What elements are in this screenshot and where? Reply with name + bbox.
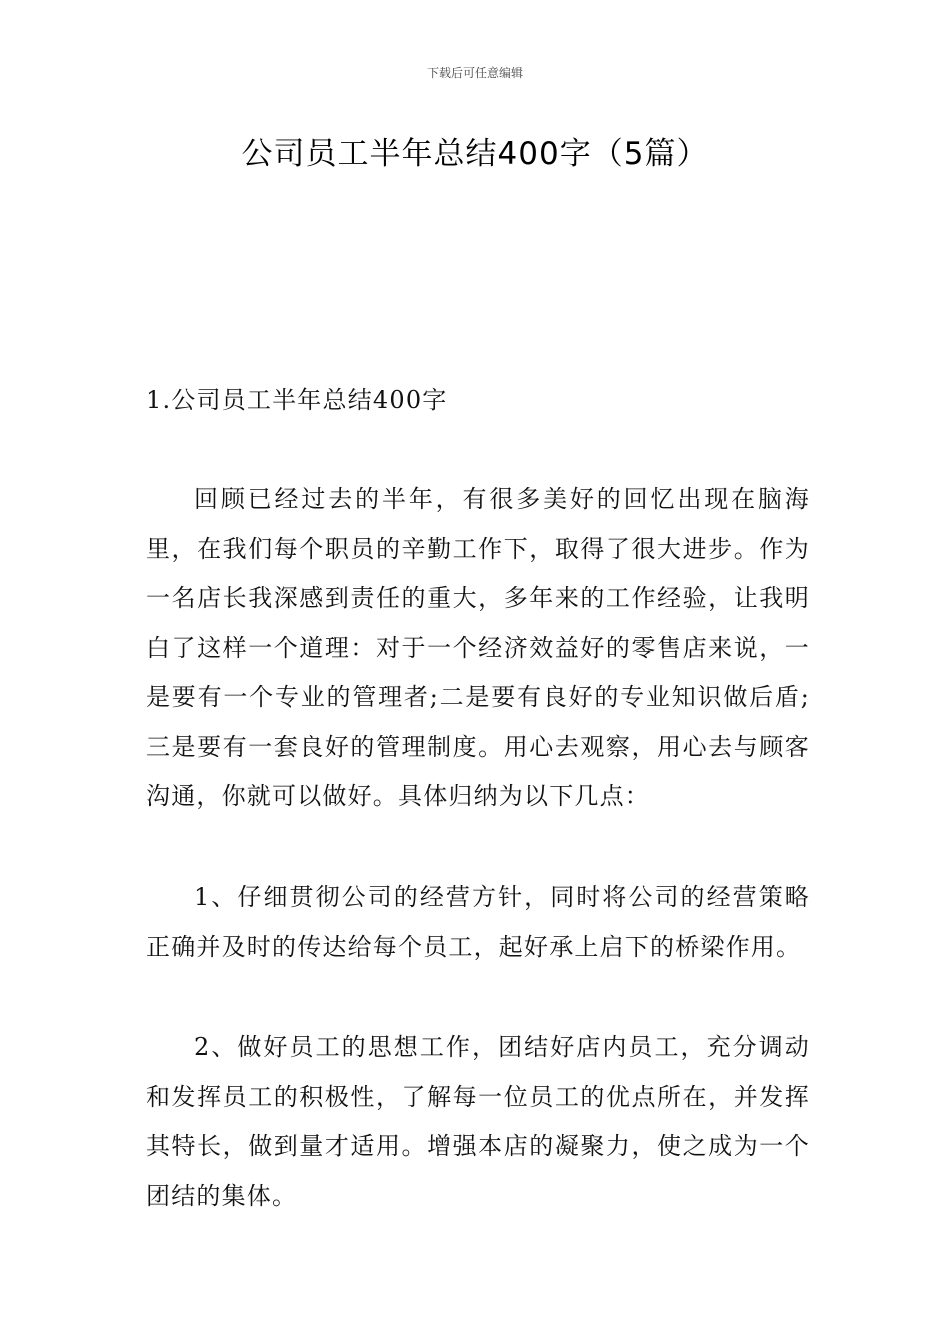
paragraph-intro: 回顾已经过去的半年，有很多美好的回忆出现在脑海里，在我们每个职员的辛勤工作下，取得了很大进步。作为一名店长我深感到责任的重大，多年来的工作经验，让我明白了这样一个道理：对于一个经济效益好的零售店来说，一是要有一个专业的管理者;二是要有良好的专业知识做后盾;三是要有一套良好的管理制度。用心去观察，用心去与顾客沟通，你就可以做好。具体归纳为以下几点： — [146, 485, 810, 810]
paragraph-item-2: 2、做好员工的思想工作，团结好店内员工，充分调动和发挥员工的积极性，了解每一位员工的优点所在，并发挥其特长，做到量才适用。增强本店的凝聚力，使之成为一个团结的集体。 — [146, 1033, 810, 1210]
paragraph-item-1: 1、仔细贯彻公司的经营方针，同时将公司的经营策略正确并及时的传达给每个员工，起好承上启下的桥梁作用。 — [146, 883, 810, 961]
section-heading: 1.公司员工半年总结400字 — [146, 386, 448, 414]
document-title: 公司员工半年总结400字（5篇） — [241, 136, 709, 172]
header-note: 下载后可任意编辑 — [426, 66, 523, 80]
